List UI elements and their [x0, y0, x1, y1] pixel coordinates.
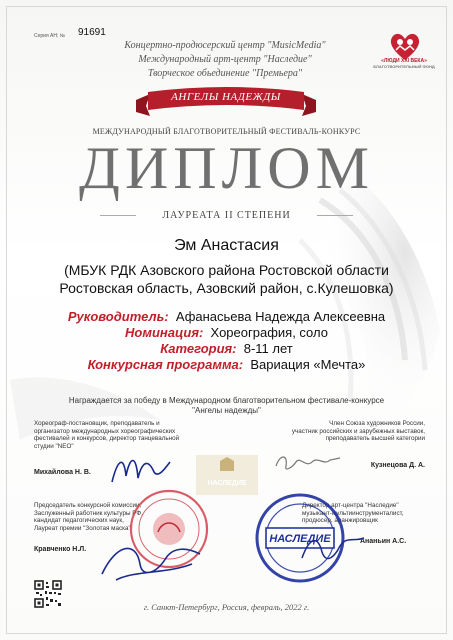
detail-nomination [20, 325, 433, 340]
center-logo-text: НАСЛЕДИЕ [207, 480, 247, 487]
detail-value: Хореография, соло [210, 325, 328, 340]
ribbon-title: АНГЕЛЫ НАДЕЖДЫ [171, 91, 281, 103]
title-line: Председатель конкурсной комиссии, [34, 502, 142, 509]
signature-mikhailova [108, 448, 172, 488]
title-line: преподаватель высшей категории [325, 435, 425, 443]
detail-value: Афанасьева Надежда Алексеевна [175, 309, 386, 324]
detail-label: Категория: [160, 341, 237, 356]
institution-line-2: Ростовская область, Азовский район, с.Кулешовка) [59, 280, 394, 296]
logo-caption-main: «ЛЮДИ XXI ВЕКА» [381, 58, 427, 64]
blue-stamp-text: НАСЛЕДИЕ [269, 533, 331, 545]
detail-supervisor [20, 309, 433, 324]
signature-kuznetsova [272, 450, 344, 474]
title-line: Заслуженный работник культуры РФ, [34, 509, 143, 517]
laureate-degree: ЛАУРЕАТА II СТЕПЕНИ [162, 210, 291, 221]
title-line: участник российских и зарубежных выставок, [291, 427, 425, 435]
title-line: кандидат педагогических наук, [34, 517, 124, 525]
title-line: продюсер, аранжировщик [302, 517, 378, 525]
title-line: Хореограф-постановщик, преподаватель и [34, 420, 160, 427]
title-line: Лауреат премии "Золотая маска" [34, 524, 131, 532]
serial-number: 91691 [78, 27, 106, 38]
organizer-line-2: Международный арт-центр "Наследие" [138, 54, 312, 65]
award-line-1: Награждается за победу в Международном благотворительном фестивале-конкурсе [68, 396, 385, 405]
organizer-line-3: Творческое обьединение "Премьера" [147, 68, 303, 79]
title-line: студии "NEO" [34, 442, 74, 450]
diploma-title: ДИПЛОМ [79, 135, 374, 201]
signatory-left-top-title [34, 420, 214, 450]
qr-code-icon [34, 580, 62, 608]
award-line-2: "Ангелы надежды" [192, 406, 261, 415]
title-line: организатор международных хореографических [34, 427, 176, 435]
signatory-left-bottom-name: Кравченко Н.Л. [34, 546, 87, 553]
detail-category [20, 341, 433, 356]
signatory-right-top-name: Кузнецова Д. А. [370, 462, 425, 469]
detail-label: Номинация: [125, 325, 204, 340]
detail-value: 8-11 лет [243, 341, 293, 356]
title-line: Член Союза художников России, [329, 420, 425, 427]
detail-value: Вариация «Мечта» [250, 357, 366, 372]
signatory-right-bottom-name: Ананьин А.С. [360, 538, 407, 545]
logo-caption [370, 58, 438, 70]
organizer-line-1: Концертно-продюсерский центр "MusicMedia" [124, 40, 326, 51]
title-line: фестивалей и конкурсов, директор танцевальной [34, 435, 180, 443]
signatory-right-top-title [245, 420, 425, 443]
serial-prefix: Серия АН; № [34, 33, 66, 39]
signature-kravchenko [96, 534, 206, 588]
signatory-left-top-name: Михайлова Н. В. [34, 469, 91, 476]
detail-label: Конкурсная программа: [87, 357, 244, 372]
logo-caption-sub: БЛАГОТВОРИТЕЛЬНЫЙ ФОНД [373, 64, 435, 69]
title-line: Директор арт-центра "Наследие" [302, 502, 399, 509]
footer-place-date: г. Санкт-Петербург, Россия, февраль, 2022 г. [143, 602, 310, 612]
detail-program [20, 357, 433, 372]
title-line: музыкант-мультиинструменталист, [302, 509, 404, 517]
festival-line: МЕЖДУНАРОДНЫЙ БЛАГОТВОРИТЕЛЬНЫЙ ФЕСТИВАЛЬ-КОНКУРС [92, 127, 361, 136]
detail-label: Руководитель: [67, 309, 169, 324]
institution-line-1: (МБУК РДК Азовского района Ростовской области [64, 262, 389, 278]
signature-ananin [298, 528, 368, 568]
recipient-name: Эм Анастасия [174, 237, 279, 254]
